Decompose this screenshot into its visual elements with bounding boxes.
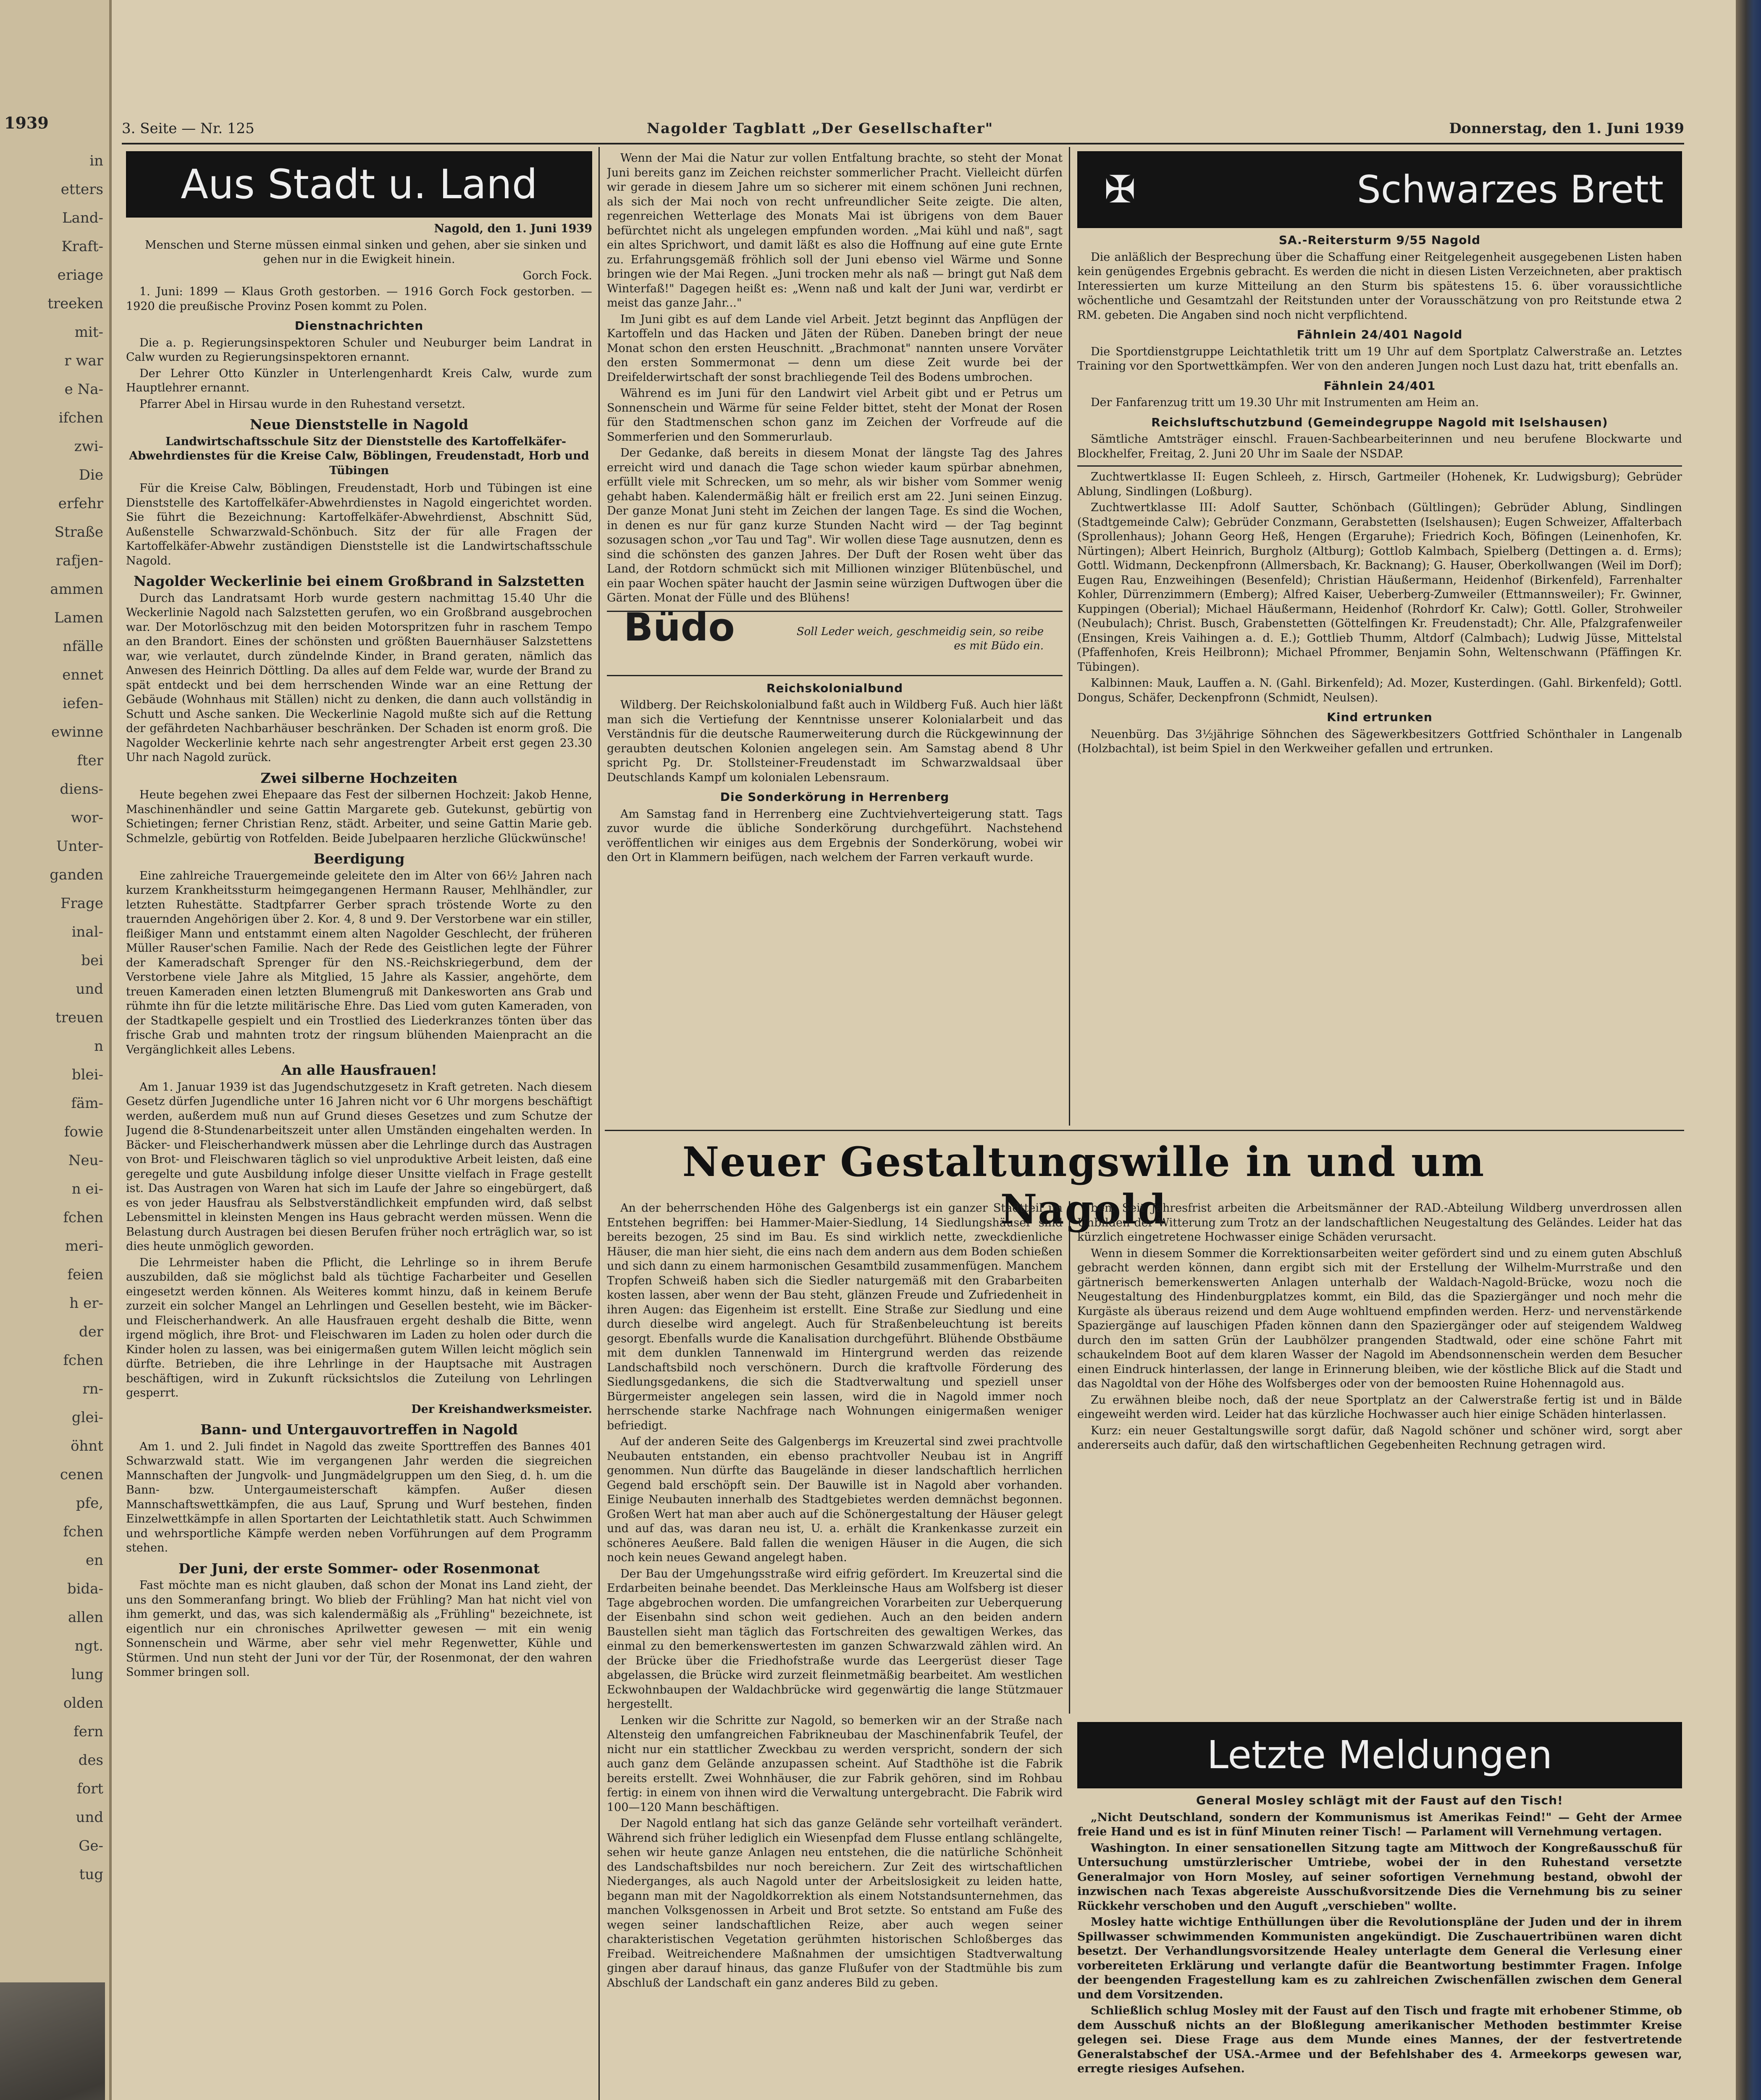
article-text: Eine zahlreiche Trauergemeinde geleitete den im Alter von 66½ Jahren nach kurzem Krankheitssturm heimgegangenen Hermann Rauser, Mehlhändler, zur letzten Ruhestätte. Stadtpfarrer Gerber sprach tröstende Worte zu den trauernden Angehörigen über 2. Kor. 4, 8 und 9. Der Verstorbene war ein stiller, fleißiger Mann und entstammt einem alten Nagolder Geschlecht, der früheren Müller Rauser'schen Familie. Nach der Rede des Geistlichen legte der Führer der Kameradschaft Sprenger für den NS.-Reichskriegerbund, dem der Verstorbene viele Jahre als Mitglied, 15 Jahre als Kassier, angehörte, dem treuen Kameraden einen letzten Blumengruß mit Dankesworten ans Grab und rühmte ihn für die letzte militärische Ehre. Das Lied vom guten Kameraden, von der Stadtkapelle gespielt und ein Trostlied des Liederkranzes tönten über das frische Grab und mahnten trotz der ringsum blühenden Maienpracht an die Vergänglichkeit alles Lebens. bbox=[126, 869, 592, 1056]
gutter-fragment: Lamen bbox=[54, 609, 103, 626]
gutter-fragment: der bbox=[79, 1323, 103, 1340]
gutter-fragment: fter bbox=[77, 752, 103, 769]
gutter-fragment: in bbox=[89, 152, 103, 169]
column-rule bbox=[1069, 147, 1070, 1126]
left-page-gutter bbox=[0, 0, 112, 2100]
column-rule bbox=[1069, 1201, 1070, 1714]
gutter-fragment: iefen- bbox=[62, 695, 103, 712]
article-text: Am 1. und 2. Juli findet in Nagold das zweite Sporttreffen des Bannes 401 Schwarzwald statt. Wie im vergangenen Jahr werden die siegreichen Mannschaften der Jungvolk- und Jungmädelgruppen um den Sieg, d. h. um die Bann- bzw. Untergaumeisterschaft kämpfen. Außer diesen Mannschaftswettkämpfen, die aus Lauf, Sprung und Wurf bestehen, finden Einzelwettkämpfe in allen Sportarten der Leichtathletik statt. Auch Schwimmen und wehrsportliche Kämpfe werden neben Vorführungen auf dem Programm stehen. bbox=[126, 1440, 592, 1554]
gutter-fragment: blei- bbox=[71, 1066, 103, 1083]
gutter-fragment: n ei- bbox=[71, 1181, 103, 1197]
heading-kolonialbund: Reichskolonialbund bbox=[766, 681, 903, 695]
quote: Menschen und Sterne müssen einmal sinken und gehen, aber sie sinken und gehen nur in die Ewigkeit hinein. bbox=[145, 238, 587, 266]
gutter-fragment: und bbox=[76, 1809, 103, 1826]
emblem-icon: ✠ bbox=[1104, 168, 1136, 212]
article-text: Der Lehrer Otto Künzler in Unterlengenhardt Kreis Calw, wurde zum Hauptlehrer ernannt. bbox=[126, 367, 592, 394]
article-text: ben. Seit Jahresfrist arbeiten die Arbeitsmänner der RAD.-Abteilung Wildberg unverdrossen allen Unbilden der Witterung zum Trotz an der landschaftlichen Neugestaltung des Geländes. Leider hat das kürzlich eingetretene Hochwasser einige Schäden verursacht. bbox=[1077, 1202, 1682, 1244]
gutter-fragment: fort bbox=[77, 1780, 103, 1797]
gutter-fragment: ammen bbox=[50, 581, 103, 598]
gutter-fragment: meri- bbox=[65, 1238, 103, 1255]
calendar-note: 1. Juni: 1899 — Klaus Groth gestorben. — 1916 Gorch Fock gestorben. — 1920 die preußische Provinz Posen kommt zu Polen. bbox=[126, 285, 592, 313]
heading-luftschutzbund: Reichsluftschutzbund (Gemeindegruppe Nagold mit Iselshausen) bbox=[1151, 415, 1608, 429]
ad-brand: Büdo bbox=[624, 604, 735, 650]
gutter-fragment: treuen bbox=[55, 1009, 103, 1026]
article-text: Mosley hatte wichtige Enthüllungen über die Revolutionspläne der Juden und der in ihrem Spillwasser schwimmenden Kommunisten angekündigt. Die Zuschauertribünen waren dicht besetzt. Der Verhandlungsvorsitzende Healey unterlagte dem General die Verlesung einer vorbereiteten Erklärung und verlangte dafür die Beantwortung bestimmter Fragen. Infolge der beengenden Fragestellung kam es zu zahlreichen Zwischenfällen zwischen dem General und dem Vorsitzenden. bbox=[1077, 1916, 1682, 2001]
notice-text: Sämtliche Amtsträger einschl. Frauen-Sachbearbeiterinnen und neu berufene Blockwarte und Blockhelfer, Freitag, 2. Juni 20 Uhr im Saale der NSDAP. bbox=[1077, 433, 1682, 460]
heading-kind-ertrunken: Kind ertrunken bbox=[1327, 710, 1433, 724]
gutter-fragment: Kraft- bbox=[61, 238, 103, 255]
subheading: Landwirtschaftsschule Sitz der Dienststelle des Kartoffelkäfer-Abwehrdienstes für die Kreise Calw, Böblingen, Freudenstadt, Horb und Tübingen bbox=[129, 435, 589, 477]
gutter-fragment: Neu- bbox=[68, 1152, 103, 1169]
masthead-title: Schwarzes Brett bbox=[1357, 168, 1664, 212]
gutter-fragment: tug bbox=[79, 1866, 103, 1883]
column-main-article-2 bbox=[1077, 1201, 1682, 1714]
main-headline: Neuer Gestaltungswille in und um Nagold bbox=[682, 1138, 1485, 1233]
gutter-fragment: etters bbox=[60, 181, 103, 198]
article-text: Die Lehrmeister haben die Pflicht, die Lehrlinge so in ihrem Berufe auszubilden, daß sie möglichst bald als tüchtige Facharbeiter und Gesellen eingesetzt werden können. Als Weiteres kommt hinzu, daß in keinem Berufe zurzeit ein solcher Mangel an Lehrlingen und Gesellen besteht, wie im Bäcker- und Fleischerhandwerk. An alle Hausfrauen ergeht deshalb die Bitte, wenn irgend möglich, ihre Brot- und Fleischwaren im Laden zu holen oder durch die Kinder holen zu lassen, was bei einigermaßen gutem Willen leicht möglich sein dürfte. Betrieben, die ihre Lehrlinge in der Hauptsache mit Austragen beschäftigen, wird in Zukunft rücksichtslos die Zuteilung von Lehrlingen gesperrt. bbox=[126, 1256, 592, 1399]
article-text: Kalbinnen: Mauk, Lauffen a. N. (Gahl. Birkenfeld); Ad. Mozer, Kusterdingen. (Gahl. Birkenfeld); Gottl. Dongus, Schäfer, Deckenpfronn (Schmidt, Neulsen). bbox=[1077, 677, 1682, 704]
gutter-fragment: ewinne bbox=[51, 724, 103, 740]
heading-neue-dienststelle: Neue Dienststelle in Nagold bbox=[249, 416, 469, 433]
notice-text: Der Fanfarenzug tritt um 19.30 Uhr mit Instrumenten am Heim an. bbox=[1091, 396, 1479, 409]
heading-beerdigung: Beerdigung bbox=[313, 850, 405, 867]
heading-rosenmonat: Der Juni, der erste Sommer- oder Rosenmonat bbox=[178, 1560, 540, 1577]
article-text: Zuchtwertklasse III: Adolf Sautter, Schönbach (Gültlingen); Gebrüder Ablung, Sindlingen (Stadtgemeinde Calw); Gebrüder Conzmann, Gerabstetten (Iselshausen); Eugen Schweizer, Affalterbach (Sprollenhaus); Johann Georg Heß, Hengen (Ergaruhe); Friedrich Koch, Böfingen (Leinenhofen, Kr. Nürtingen); Albert Heinrich, Burgholz (Altburg); Gottlob Kalmbach, Spielberg (Dettingen a. d. Erms); Gottl. Widmann, Deckenpfronn (Allmersbach, Kr. Backnang); G. Hauser, Oberkollwangen (Weil im Dorf); Eugen Rau, Enzweihingen (Besenfeld); Christian Häußermann, Heidenhof (Birkenfeld), Farrenhalter Kohler, Dürrenzimmern (Emberg); Alfred Kaiser, Ueberberg-Zumweiler (Ettmannsweiler); Fr. Gwinner, Kuppingen (Oberial); Michael Häußermann, Heidenhof (Rohrdorf Kr. Calw); Gottl. Goller, Strohweiler (Neubulach); Christ. Busch, Grabenstetten (Göttelfingen Kr. Freudenstadt); Chr. Alle, Pfalzgrafenweiler (Ensingen, Kreis Vaihingen a. d. E.); Gottlieb Thumm, Altdorf (Calmbach); Ludwig Jüsse, Mittelstal (Pfaffenhofen, Kreis Heilbronn); Michael Pfrommer, Benjamin Sohn, Weltenschwann (Pfäffingen Kr. Tübingen). bbox=[1077, 501, 1682, 674]
column-letzte-meldungen bbox=[1077, 1722, 1682, 2100]
gutter-fragment: pfe, bbox=[76, 1495, 103, 1512]
page-header bbox=[122, 118, 1684, 144]
article-text: Auf der anderen Seite des Galgenbergs im Kreuzertal sind zwei prachtvolle Neubauten entstanden, ein ebenso prachtvoller Neubau ist in Angriff genommen. Nun dürfte das Baugelände in dieser landschaftlich herrlichen Gegend bald erschöpft sein. Der Bauwille ist in Nagold aber vorhanden. Einige Neubauten innerhalb des Stadtgebietes werden demnächst begonnen. Großen Wert hat man aber auch auf die Schönergestaltung der Häuser gelegt und auf das, was daran neu ist, U. a. erhält die Krankenkasse zurzeit ein schöneres Aeußere. Bald fallen die wenigen Häuser in die Augen, die sich noch kein neues Gewand angelegt haben. bbox=[607, 1435, 1063, 1564]
gutter-fragment: fern bbox=[73, 1723, 103, 1740]
article-text: Durch das Landratsamt Horb wurde gestern nachmittag 15.40 Uhr die Weckerlinie Nagold nach Salzstetten gerufen, wo ein Großbrand ausgebrochen war. Der Motorlöschzug mit den beiden Motorspritzen fuhr in raschem Tempo an den Brandort. Eines der schönsten und größten Bauernhäuser Salzstettens war, wie verlautet, durch zündelnde Kinder, in Brand geraten, nämlich das Anwesen des Heinrich Döttling. Da alles auf dem Felde war, wurde der Brand zu spät entdeckt und bei dem herrschenden Winde war an eine Rettung der Gebäude (Wohnhaus mit Ställen) nicht zu denken, die dann auch vollständig in Schutt und Asche sanken. Die Weckerlinie Nagold mußte sich auf die Rettung der gefährdeten Nachbarhäuser beschränken. Der Schaden ist enorm groß. Die Nagolder Weckerlinie kehrte nach sehr angestrengter Arbeit erst gegen 23.30 Uhr nach Nagold zurück. bbox=[126, 591, 592, 764]
heading-weckerlinie: Nagolder Weckerlinie bei einem Großbrand in Salzstetten bbox=[134, 573, 585, 589]
gutter-fragment: inal- bbox=[71, 924, 103, 940]
article-text: Kurz: ein neuer Gestaltungswille sorgt dafür, daß Nagold schöner und schöner wird, sorgt aber andererseits auch dafür, daß den wirtschaftlichen Gegebenheiten Rechnung getragen wird. bbox=[1077, 1424, 1682, 1452]
article-text: Im Juni gibt es auf dem Lande viel Arbeit. Jetzt beginnt das Anpflügen der Kartoffeln und das Hacken und Jäten der Rüben. Daneben bringt der neue Monat schon den ersten Heuschnitt. „Brachmonat" nannten unsere Vorväter den ersten Sommermonat — denn um diese Zeit wurde bei der Dreifelderwirtschaft der sonst brachliegende Teil des Bodens umbrochen. bbox=[607, 312, 1063, 384]
article-text: Die a. p. Regierungsinspektoren Schuler und Neuburger beim Landrat in Calw wurden zu Regierungsinspektoren ernannt. bbox=[126, 336, 592, 364]
gutter-fragment: olden bbox=[63, 1695, 103, 1712]
dateline: Nagold, den 1. Juni 1939 bbox=[434, 222, 592, 235]
buedo-advertisement bbox=[607, 604, 1063, 676]
gutter-fragment: Land- bbox=[62, 210, 103, 226]
article-text: Am Samstag fand in Herrenberg eine Zuchtviehverteigerung statt. Tags zuvor wurde die übliche Sonderkörung durchgeführt. Nachstehend veröffentlichen wir einiges aus dem Ergebnis der Sonderkörung, wobei wir den Ort in Klammern beifügen, nach welchem der Farren verkauft wurde. bbox=[607, 807, 1063, 864]
gutter-fragment: wor- bbox=[71, 809, 103, 826]
article-text: Am 1. Januar 1939 ist das Jugendschutzgesetz in Kraft getreten. Nach diesem Gesetz dürfen Jugendliche unter 16 Jahren nicht vor 6 Uhr morgens beschäftigt werden, außerdem muß nun auf Grund dieses Gesetzes und zum Schutze der Jugend die 8-Stundenarbeitszeit unter allen Umständen eingehalten werden. In Bäcker- und Fleischerhandwerk müssen aber die Lehrlinge durch das Austragen von Brot- und Fleischwaren täglich so viel unproduktive Arbeit leisten, daß eine geregelte und gute Ausbildung infolge dieser Unsitte vielfach in Frage gestellt ist. Das Austragen von Waren hat sich im Laufe der Jahre so eingebürgert, daß es von jeder Hausfrau als Selbstverständlichkeit empfunden wird, daß selbst Lebensmittel in kleinsten Mengen ins Haus gebracht werden müssen. Wenn die Belastung durch Austragen bei diesen Berufen früher noch erträglich war, so ist dies heute unmöglich geworden. bbox=[126, 1080, 592, 1253]
gutter-fragment: ifchen bbox=[58, 410, 103, 426]
article-text: Während es im Juni für den Landwirt viel Arbeit gibt und er Petrus um Sonnenschein und Wärme für seine Felder bittet, steht der Monat der Rosen für den Stadtmenschen schon ganz im Zeichen der Vorfreude auf die Sommerferien und den Sommerurlaub. bbox=[607, 387, 1063, 444]
headline-rule bbox=[605, 1130, 1684, 1131]
gutter-fragment: treeken bbox=[47, 295, 103, 312]
article-text: Zu erwähnen bleibe noch, daß der neue Sportplatz an der Calwerstraße fertig ist und in Bälde eingeweiht werden wird. Leider hat das kürzliche Hochwasser auch hier einige Schäden hinterlassen. bbox=[1077, 1393, 1682, 1421]
divider bbox=[1077, 465, 1682, 467]
ad-slogan: Soll Leder weich, geschmeidig sein, so reibe es mit Büdo ein. bbox=[796, 625, 1044, 652]
article-text: Lenken wir die Schritte zur Nagold, so bemerken wir an der Straße nach Altensteig den umfangreichen Fabrikneubau der Maschinenfabrik Teufel, der nicht nur ein stattlicher Zweckbau zu werden verspricht, sondern der sich auch ganz dem Gelände anzupassen scheint. Auf Stadthöhe ist die Fabrik bereits erstellt. Zwei Wohnhäuser, die zur Fabrik gehören, sind im Rohbau fertig: in einem von ihnen wird die Verwaltung untergebracht. Die Fabrik wird 100—120 Mann beschäftigen. bbox=[607, 1714, 1063, 1814]
article-text: An der beherrschenden Höhe des Galgenbergs ist ein ganzer Stadtteil im Entstehen begriffen: bei Hammer-Maier-Siedlung, 14 Siedlungshäuser sind bereits bezogen, 25 sind im Bau. Es sind wirklich nette, zweckdienliche Häuser, die man hier sieht, die eins nach dem andern aus dem Boden schießen und sich dann zu einem harmonischen Gesamtbild zusammenfügen. Manchem Tropfen Schweiß haben sich die Siedler naturgemäß mit den Grabarbeiten kosten lassen, aber wenn der Bau steht, glänzen Freude und Zufriedenheit in ihren Augen: das Eigenheim ist erstellt. Eine Straße zur Siedlung und eine durch dieselbe wird angelegt. Auch für Straßenbeleuchtung ist bereits gesorgt. Ebenfalls wurde die Kanalisation durchgeführt. Blühende Obstbäume mit dem dunklen Tannenwald im Hintergrund werden das reizende Landschaftsbild noch verschönern. Durch die kraftvolle Förderung des Siedlungsgedankens, die sich die Stadtverwaltung und speziell unser Bürgermeister angelegen sein lassen, wird die in Nagold immer noch herrschende starke Nachfrage nach Wohnungen einigermaßen weniger befriedigt. bbox=[607, 1202, 1063, 1432]
gutter-fragment: erfehr bbox=[58, 495, 103, 512]
gutter-fragment: glei- bbox=[71, 1409, 103, 1426]
gutter-fragment: n bbox=[94, 1038, 103, 1055]
section-masthead-letzte-meldungen: Letzte Meldungen bbox=[1077, 1722, 1682, 1788]
issue-date: Donnerstag, den 1. Juni 1939 bbox=[1449, 120, 1684, 137]
notice-text: Die anläßlich der Besprechung über die Schaffung einer Reitgelegenheit ausgegebenen Listen haben kein genügendes Ergebnis gebracht. Es werden die nicht in diesen Listen Verzeichneten, aber praktisch Interessierten um kurze Mitteilung an den Sturm bis spätestens 15. 6. über voraussichtliche wöchentliche und Gesamtzahl der Reitstunden unter der Vorausschätzung von pro Reitstunde etwa 2 RM. gebeten. Die Angaben sind noch nicht verpflichtend. bbox=[1077, 250, 1682, 322]
gutter-fragment: cenen bbox=[60, 1466, 103, 1483]
gutter-fragment: und bbox=[76, 981, 103, 998]
book-binding bbox=[1736, 0, 1761, 2100]
gutter-fragment: r war bbox=[64, 352, 103, 369]
heading-faehnlein-1: Fähnlein 24/401 Nagold bbox=[1296, 328, 1463, 341]
heading-bann-treffen: Bann- und Untergauvortreffen in Nagold bbox=[200, 1421, 518, 1438]
gutter-fragment: h er- bbox=[69, 1295, 103, 1312]
article-text: Washington. In einer sensationellen Sitzung tagte am Mittwoch der Kongreßausschuß für Untersuchung umstürzlerischer Umtriebe, wobei der in den Ruhestand versetzte Generalmajor von Horn Mosley, auf seiner sofortigen Vernehmung bestand, obwohl der inzwischen nach Texas abgereiste Ausschußvorsitzende Dies die Vernehmung bis zu seiner Rückkehr verschoben und den Auguft „verschieben" wollte. bbox=[1077, 1841, 1682, 1913]
gutter-fragment: rafjen- bbox=[55, 552, 103, 569]
gutter-fragment: en bbox=[85, 1552, 103, 1569]
page-number: 3. Seite — Nr. 125 bbox=[122, 120, 255, 137]
gutter-fragment: ennet bbox=[62, 667, 103, 683]
gutter-fragment: Ge- bbox=[79, 1838, 103, 1854]
gutter-fragment: öhnt bbox=[71, 1438, 103, 1454]
gutter-year: 1939 bbox=[4, 113, 49, 132]
quote-author: Gorch Fock. bbox=[522, 269, 592, 282]
gutter-fragment: ganden bbox=[50, 866, 103, 883]
newspaper-name: Nagolder Tagblatt „Der Gesellschafter" bbox=[647, 120, 994, 137]
gutter-fragment: Unter- bbox=[56, 838, 103, 855]
heading-silberne-hochzeiten: Zwei silberne Hochzeiten bbox=[260, 769, 458, 786]
gutter-fragment: lung bbox=[71, 1666, 103, 1683]
heading-sonderkoerung: Die Sonderkörung in Herrenberg bbox=[720, 790, 950, 804]
article-text: Heute begehen zwei Ehepaare das Fest der silbernen Hochzeit: Jakob Henne, Maschinenhändler und seine Gattin Margarete geb. Gutekunst, gebürtig von Schietingen; ferner Christian Renz, städt. Arbeiter, und seine Gattin Marie geb. Schmelzle, gebürtig von Rotfelden. Beide Jubelpaaren herzliche Glückwünsche! bbox=[126, 788, 592, 845]
article-text: Wenn in diesem Sommer die Korrektionsarbeiten weiter gefördert sind und zu einem guten Abschluß gebracht werden können, dann ergibt sich mit der Erstellung der Wilhelm-Murrstraße und den gärtnerisch bemerkenswerten Anlagen unterhalb der Waldach-Nagold-Brücke, wozu noch die Neugestaltung des Hindenburgplatzes kommt, ein Bild, das die Spaziergänger und noch mehr die Kurgäste als überaus reizend und dem Auge wohltuend empfinden werden. Herz- und nervenstärkende Spaziergänge auf lauschigen Pfaden können dann den Spaziergänger oder auf steigendem Waldweg durch den im satten Grün der Laubhölzer prangenden Stadtwald, oder eine schöne Fahrt mit schaukelndem Boot auf dem klaren Wasser der Nagold im Abendsonnenschein werden dem Besucher einen Eindruck hinterlassen, der lange in Erinnerung bleiben, wie der köstliche Blick auf die Stadt und das Nagoldtal von der Höhe des Wolfsberges oder von der bemoosten Ruine Hohennagold aus. bbox=[1077, 1247, 1682, 1390]
article-text: Neuenbürg. Das 3½jährige Söhnchen des Sägewerkbesitzers Gottfried Schönthaler in Langenalb (Holzbachtal), ist beim Spiel in den Werkweiher gefallen und ertrunken. bbox=[1077, 727, 1682, 755]
gutter-fragment: rn- bbox=[82, 1381, 103, 1397]
gutter-fragment: feien bbox=[67, 1266, 103, 1283]
gutter-fragment: ngt. bbox=[74, 1638, 103, 1654]
article-text: Für die Kreise Calw, Böblingen, Freudenstadt, Horb und Tübingen ist eine Dienststelle des Kartoffelkäfer-Abwehrdienstes in Nagold eingerichtet worden. Sie führt die Bezeichnung: Kartoffelkäfer-Abwehrdienst, Abschnitt Süd, Außenstelle Schwarzwald-Schönbuch. Sitz der für alle Fragen der Kartoffelkäfer-Abwehr zuständigen Dienststelle ist die Landwirtschaftsschule Nagold. bbox=[126, 482, 592, 567]
article-text: Zuchtwertklasse II: Eugen Schleeh, z. Hirsch, Gartmeiler (Hohenek, Kr. Ludwigsburg); Gebrüder Ablung, Sindlingen (Loßburg). bbox=[1077, 470, 1682, 498]
gutter-fragment: fchen bbox=[63, 1523, 103, 1540]
article-text: Der Nagold entlang hat sich das ganze Gelände sehr vorteilhaft verändert. Während sich früher lediglich ein Wiesenpfad dem Flusse entlang schlängelte, sehen wir heute ganze Anlagen neu entstehen, die die natürliche Schönheit des Landschaftsbildes nur noch bereichern. Zur Zeit des wirtschaftlichen Niederganges, als auch Nagold unter der Arbeitslosigkeit zu leiden hatte, begann man mit der Nagoldkorrektion als einem Notstandsunternehmen, das manchen Volksgenossen in Arbeit und Brot setzte. So entstand am Fuße des wegen seiner landschaftlichen Reize, aber auch wegen seiner charakteristischen Vegetation gerühmten historischen Schloßberges das Freibad. Weitreichendere Maßnahmen der umsichtigen Stadtverwaltung gingen aber darauf hinaus, das ganze Flußufer von der Stadtmühle bis zum Abschluß der Landschaft ein ganz anderes Bild zu geben. bbox=[607, 1817, 1063, 1990]
gutter-fragment: bei bbox=[81, 952, 103, 969]
gutter-fragment: Die bbox=[79, 467, 103, 483]
gutter-fragment: Frage bbox=[60, 895, 103, 912]
heading-dienstnachrichten: Dienstnachrichten bbox=[294, 319, 424, 333]
article-text: Der Bau der Umgehungsstraße wird eifrig gefördert. Im Kreuzertal sind die Erdarbeiten beinahe beendet. Das Merkleinsche Haus am Wolfsberg ist dieser Tage abgebrochen worden. Die umfangreichen Vorarbeiten zur Ueberquerung der Eisenbahn sind schon weit gediehen. Auch an den beiden andern Baustellen sieht man täglich das Fortschreiten des gewaltigen Werkes, das einmal zu den bemerkenswertesten im ganzen Schwarzwald zählen wird. An der Brücke über die Friedhofstraße wurde das Leergerüst dieser Tage abgelassen, die Brücke wird zurzeit fleinmetmäßig bearbeitet. Am westlichen Eckwohnbaupen der Waldachbrücke wird gegenwärtig die lange Stützmauer hergestellt. bbox=[607, 1567, 1063, 1711]
article-text: Wenn der Mai die Natur zur vollen Entfaltung brachte, so steht der Monat Juni bereits ganz im Zeichen reichster sommerlicher Pracht. Vielleicht dürfen wir gerade in diesem Jahre um so sicherer mit einem schönen Juni rechnen, als sich der Mai noch von recht unfreundlicher Seite zeigte. Die alten, regenreichen Wetterlage des Monats Mai ist übrigens von dem Bauer befürchtet nicht als ungelegen empfunden worden. „Mai kühl und naß", sagt ein altes Sprichwort, und damit läßt es also die Hoffnung auf eine gute Ernte zu. Erfahrungsgemäß fröhlich soll der Juni ebenso viel Wärme und Sonne bringen wie der Mai Regen. „Juni trocken mehr als naß — bringt gut Naß dem Winterfaß!" Dagegen heißt es: „Wenn naß und kalt der Juni war, verdirbt er meist das ganze Jahr..." bbox=[607, 152, 1063, 310]
gutter-fragment: diens- bbox=[60, 781, 103, 798]
section-masthead-schwarzes-brett bbox=[1077, 151, 1682, 228]
heading-sa-reitersturm: SA.-Reitersturm 9/55 Nagold bbox=[1278, 233, 1481, 247]
gutter-fragment: des bbox=[78, 1752, 103, 1769]
gutter-fragment: fowie bbox=[64, 1124, 103, 1140]
gutter-fragment: fäm- bbox=[71, 1095, 103, 1112]
notice-text: Die Sportdienstgruppe Leichtathletik tritt um 19 Uhr auf dem Sportplatz Calwerstraße an. Letztes Training vor den Sportwettkämpfen. Wer von den anderen Jungen noch Lust dazu hat, tritt ebenfalls an. bbox=[1077, 345, 1682, 373]
column-local-news bbox=[126, 151, 592, 2100]
gutter-fragment: e Na- bbox=[64, 381, 103, 398]
gutter-fragment: fchen bbox=[63, 1352, 103, 1369]
article-text: Pfarrer Abel in Hirsau wurde in den Ruhestand versetzt. bbox=[139, 397, 465, 411]
heading-mosley: General Mosley schlägt mit der Faust auf den Tisch! bbox=[1196, 1793, 1563, 1807]
gutter-photo bbox=[0, 1982, 105, 2100]
gutter-fragment: fchen bbox=[63, 1209, 103, 1226]
gutter-fragment: nfälle bbox=[63, 638, 103, 655]
article-text: Fast möchte man es nicht glauben, daß schon der Monat ins Land zieht, der uns den Sommeranfang bringt. Wo blieb der Frühling? Man hat nicht viel von ihm gemerkt, und das, was sich kalendermäßig als „Frühling" bezeichnete, ist eigentlich nur ein chronisches Aprilwetter gewesen — mit ein wenig Sonnenschein und Wärme, aber sehr viel mehr Regenwetter, Kühle und Stürmen. Und nun steht der Juni vor der Tür, der Rosenmonat, der den wahren Sommer bringen soll. bbox=[126, 1579, 592, 1679]
article-text: Der Gedanke, daß bereits in diesem Monat der längste Tag des Jahres erreicht wird und danach die Tage schon wieder kaum spürbar abnehmen, erfüllt viele mit Schrecken, um so mehr, als wir bisher vom Sommer wenig gehabt haben. Kalendermäßig hält er freilich erst am 22. Juni seinen Einzug. Der ganze Monat Juni steht im Zeichen der langen Tage. Es sind die Wochen, in denen es nur für ganz kurze Stunden Nacht wird — der Tag beginnt sozusagen schon „vor Tau und Tag". Wir wollen diese Tage ausnutzen, denn es sind die schönsten des ganzen Jahres. Der Duft der Rosen weht über das Land, der Rotdorn schmückt sich mit Millionen winziger Blütenbüschel, und ein paar Wochen später haucht der Jasmin seine würzigen Duftwogen über die Gärten. Monat der Fülle und des Blühens! bbox=[607, 446, 1063, 604]
column-main-article-1 bbox=[607, 1201, 1063, 2100]
gutter-fragment: allen bbox=[68, 1609, 103, 1626]
gutter-fragment: Straße bbox=[54, 524, 103, 541]
gutter-fragment: zwi- bbox=[74, 438, 103, 455]
article-signature: Der Kreishandwerksmeister. bbox=[411, 1402, 592, 1416]
gutter-fragment: mit- bbox=[74, 324, 103, 341]
gutter-fragment: eriage bbox=[57, 267, 103, 284]
gutter-fragment: bida- bbox=[67, 1580, 103, 1597]
heading-hausfrauen: An alle Hausfrauen! bbox=[281, 1062, 437, 1078]
column-rule bbox=[598, 147, 600, 2100]
section-masthead-aus-stadt: Aus Stadt u. Land bbox=[126, 151, 592, 218]
article-text: Wildberg. Der Reichskolonialbund faßt auch in Wildberg Fuß. Auch hier läßt man sich die Vertiefung der Kenntnisse unserer Kolonialarbeit und das Verständnis für die deutsche Raumerweiterung durch die Rückgewinnung der geraubten deutschen Kolonien angelegen sein. Am Samstag abend 8 Uhr spricht Pg. Dr. Stollsteiner-Freudenstadt im Schwarzwaldsaal über Deutschlands Kampf um kolonialen Lebensraum. bbox=[607, 698, 1063, 784]
column-schwarzes-brett bbox=[1077, 151, 1682, 1126]
lead-text: „Nicht Deutschland, sondern der Kommunismus ist Amerikas Feind!" — Geht der Armee freie Hand und es ist in fünf Minuten reiner Tisch! — Parlament will Vernehmung vertagen. bbox=[1077, 1811, 1682, 1838]
article-text: Schließlich schlug Mosley mit der Faust auf den Tisch und fragte mit erhobener Stimme, ob dem Ausschuß nichts an der Bloßlegung amerikanischer Methoden bestimmter Kreise gelegen sei. Diese Frage aus dem Munde eines Mannes, der der festvertretende Generalstabschef der USA.-Armee und der Befehlshaber des 4. Armeekorps gewesen war, erregte riesiges Aufsehen. bbox=[1077, 2004, 1682, 2075]
column-juni-article bbox=[607, 151, 1063, 1126]
heading-faehnlein-2: Fähnlein 24/401 bbox=[1323, 378, 1436, 393]
